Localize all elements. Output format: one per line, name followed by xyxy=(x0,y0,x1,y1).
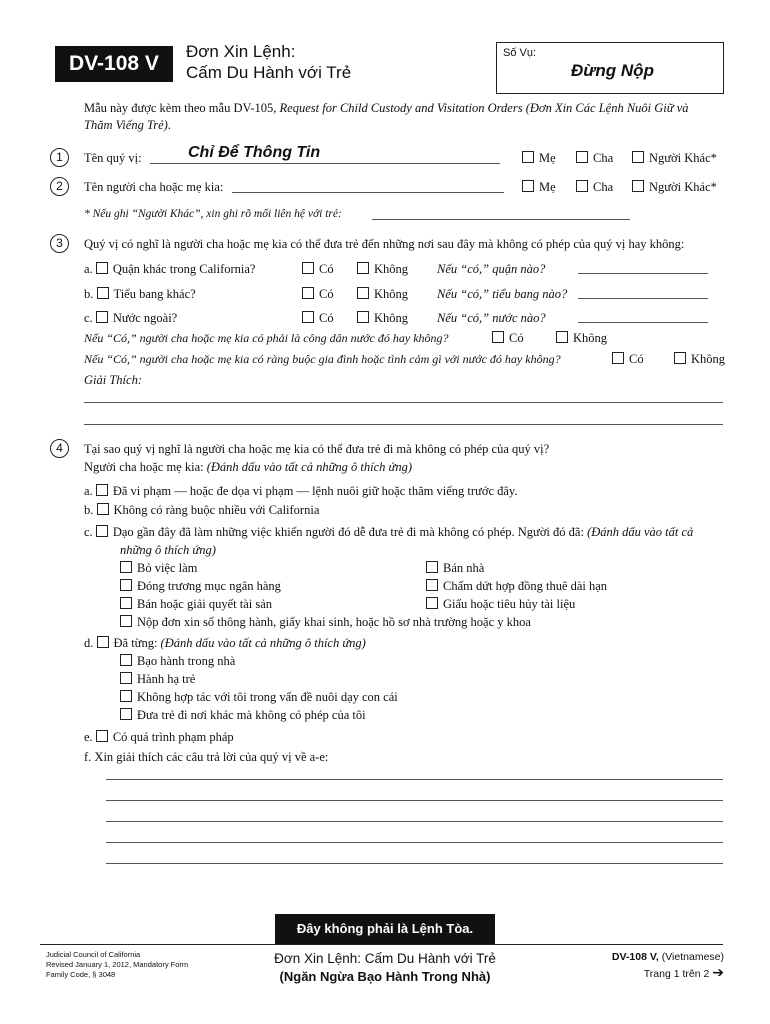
checkbox[interactable] xyxy=(120,579,132,591)
c-option-quit-job[interactable]: Bỏ việc làm xyxy=(120,561,197,576)
item4-d: d. Đã từng: (Đánh dấu vào tất cả những ô thích ứng) xyxy=(84,636,366,650)
item3-question: Quý vị có nghĩ là người cha hoặc mẹ kia có thể đưa trẻ đến những nơi sau đây mà không có phép của quý vị hay không: xyxy=(84,237,685,251)
row-a-followup: Nếu “có,” quận nào? xyxy=(437,262,546,276)
explain-line-2[interactable] xyxy=(84,424,723,425)
c-option-sold-assets[interactable]: Bán hoặc giải quyết tài sản xyxy=(120,597,272,612)
case-number-box[interactable] xyxy=(496,42,724,94)
your-name-value: Chỉ Để Thông Tin xyxy=(188,144,321,161)
item2-mother-option[interactable]: Mẹ xyxy=(522,180,556,195)
item2-father-option[interactable]: Cha xyxy=(576,180,613,195)
form-title-line1: Đơn Xin Lệnh: xyxy=(186,42,296,61)
row-c-answer-field[interactable] xyxy=(578,322,708,323)
item-4-number: 4 xyxy=(50,439,69,458)
arrow-right-icon: ➔ xyxy=(712,964,724,980)
item-2-number: 2 xyxy=(50,177,69,196)
checkbox[interactable] xyxy=(492,331,504,343)
not-court-order-notice: Đây không phải là Lệnh Tòa. xyxy=(275,914,495,944)
item-3-number: 3 xyxy=(50,234,69,253)
f-line-2[interactable] xyxy=(106,800,723,801)
checkbox[interactable] xyxy=(612,352,624,364)
other-parent-name-field[interactable] xyxy=(232,192,504,193)
intro-line1: Mẫu này được kèm theo mẫu DV-105, Request for Child Custody and Visitation Orders (Đơn Xin Các Lệnh Nuôi Giữ và xyxy=(84,101,689,115)
row-a-yes[interactable]: Có xyxy=(302,262,334,277)
checkbox[interactable] xyxy=(302,311,314,323)
item2-other-option[interactable]: Người Khác* xyxy=(632,180,717,195)
row-c-followup: Nếu “có,” nước nào? xyxy=(437,311,546,325)
row-b-answer-field[interactable] xyxy=(578,298,708,299)
checkbox[interactable] xyxy=(426,597,438,609)
row-c-no[interactable]: Không xyxy=(357,311,408,326)
checkbox[interactable] xyxy=(97,287,109,299)
ties-question: Nếu “Có,” người cha hoặc mẹ kia có ràng buộc gia đình hoặc tình cảm gì với nước đó hay không? xyxy=(84,352,561,366)
f-line-4[interactable] xyxy=(106,842,723,843)
footer-left: Judicial Council of California Revised January 1, 2012, Mandatory Form Family Code, § 3048 xyxy=(46,950,189,979)
ties-no[interactable]: Không xyxy=(674,352,725,367)
item3-row-c: c. Nước ngoài? xyxy=(84,311,178,325)
item3-row-b: b. Tiểu bang khác? xyxy=(84,287,196,301)
checkbox[interactable] xyxy=(357,311,369,323)
checkbox[interactable] xyxy=(522,151,534,163)
d-option-domestic-violence[interactable]: Bạo hành trong nhà xyxy=(120,654,235,669)
c-option-ended-lease[interactable]: Chấm dứt hợp đồng thuê dài hạn xyxy=(426,579,607,594)
case-number-label: Số Vụ: xyxy=(503,47,537,59)
footer-center: Đơn Xin Lệnh: Cấm Du Hành với Trẻ (Ngăn Ngừa Bạo Hành Trong Nhà) xyxy=(274,951,496,984)
checkbox[interactable] xyxy=(632,180,644,192)
checkbox[interactable] xyxy=(96,484,108,496)
your-name-label: Tên quý vị: xyxy=(84,151,142,165)
row-b-yes[interactable]: Có xyxy=(302,287,334,302)
d-option-not-cooperated[interactable]: Không hợp tác với tôi trong vấn đề nuôi dạy con cái xyxy=(120,690,398,705)
other-relationship-field[interactable] xyxy=(372,219,630,220)
item4-question: Tại sao quý vị nghĩ là người cha hoặc mẹ kia có thể đưa trẻ đi mà không có phép của quý vị? xyxy=(84,442,550,456)
checkbox[interactable] xyxy=(120,708,132,720)
footer-right: DV-108 V, (Vietnamese) Trang 1 trên 2 ➔ xyxy=(611,951,724,980)
c-option-hid-documents[interactable]: Giấu hoặc tiêu hủy tài liệu xyxy=(426,597,575,612)
item1-mother-option[interactable]: Mẹ xyxy=(522,151,556,166)
form-id: DV-108 V xyxy=(55,46,173,82)
checkbox[interactable] xyxy=(96,262,108,274)
your-name-field[interactable] xyxy=(150,163,500,164)
c-option-sold-home[interactable]: Bán nhà xyxy=(426,561,484,576)
row-c-yes[interactable]: Có xyxy=(302,311,334,326)
f-line-1[interactable] xyxy=(106,779,723,780)
intro-line2: Thăm Viếng Trẻ). xyxy=(84,118,171,132)
checkbox[interactable] xyxy=(120,615,132,627)
checkbox[interactable] xyxy=(96,525,108,537)
checkbox[interactable] xyxy=(302,262,314,274)
row-a-answer-field[interactable] xyxy=(578,273,708,274)
checkbox[interactable] xyxy=(120,597,132,609)
checkbox[interactable] xyxy=(632,151,644,163)
item4-f: f. Xin giải thích các câu trả lời của quý vị về a-e: xyxy=(84,750,329,764)
item4-subtitle: Người cha hoặc mẹ kia: (Đánh dấu vào tất cả những ô thích ứng) xyxy=(84,460,412,474)
checkbox[interactable] xyxy=(674,352,686,364)
row-a-no[interactable]: Không xyxy=(357,262,408,277)
item4-c-note: những ô thích ứng) xyxy=(120,543,216,557)
checkbox[interactable] xyxy=(576,180,588,192)
d-option-taken-child[interactable]: Đưa trẻ đi nơi khác mà không có phép của tôi xyxy=(120,708,366,723)
item4-b: b. Không có ràng buộc nhiều với California xyxy=(84,503,320,517)
checkbox[interactable] xyxy=(120,654,132,666)
row-b-followup: Nếu “có,” tiểu bang nào? xyxy=(437,287,568,301)
checkbox[interactable] xyxy=(97,503,109,515)
citizen-no[interactable]: Không xyxy=(556,331,607,346)
item3-row-a: a. Quận khác trong California? xyxy=(84,262,256,276)
other-relationship-label: * Nếu ghi “Người Khác”, xin ghi rõ mối liên hệ với trẻ: xyxy=(84,208,342,220)
f-line-3[interactable] xyxy=(106,821,723,822)
item4-e: e. Có quá trình phạm pháp xyxy=(84,730,234,744)
checkbox[interactable] xyxy=(357,287,369,299)
item1-father-option[interactable]: Cha xyxy=(576,151,613,166)
checkbox[interactable] xyxy=(96,730,108,742)
item1-other-option[interactable]: Người Khác* xyxy=(632,151,717,166)
d-option-child-abuse[interactable]: Hành hạ trẻ xyxy=(120,672,195,687)
explain-label: Giải Thích: xyxy=(84,373,142,387)
form-title-line2: Cấm Du Hành với Trẻ xyxy=(186,63,352,82)
item-1-number: 1 xyxy=(50,148,69,167)
row-b-no[interactable]: Không xyxy=(357,287,408,302)
checkbox[interactable] xyxy=(576,151,588,163)
do-not-file-stamp: Đừng Nộp xyxy=(571,61,654,80)
citizen-yes[interactable]: Có xyxy=(492,331,524,346)
f-line-5[interactable] xyxy=(106,863,723,864)
other-parent-label: Tên người cha hoặc mẹ kia: xyxy=(84,180,224,194)
item4-c: c. Dạo gần đây đã làm những việc khiến người đó dễ đưa trẻ đi mà không có phép. Người đó đã: (Đánh dấu vào tất cả xyxy=(84,525,694,539)
checkbox[interactable] xyxy=(97,636,109,648)
checkbox[interactable] xyxy=(426,579,438,591)
checkbox[interactable] xyxy=(426,561,438,573)
c-option-closed-account[interactable]: Đóng trương mục ngân hàng xyxy=(120,579,281,594)
checkbox[interactable] xyxy=(120,690,132,702)
checkbox[interactable] xyxy=(96,311,108,323)
explain-line-1[interactable] xyxy=(84,402,723,403)
citizen-question: Nếu “Có,” người cha hoặc mẹ kia có phải là công dân nước đó hay không? xyxy=(84,331,449,345)
c-option-applied-passport[interactable]: Nộp đơn xin sổ thông hành, giấy khai sinh, hoặc hồ sơ nhà trường hoặc y khoa xyxy=(120,615,531,630)
checkbox[interactable] xyxy=(357,262,369,274)
checkbox[interactable] xyxy=(556,331,568,343)
footer-divider xyxy=(40,944,723,945)
item4-a: a. Đã vi phạm — hoặc đe dọa vi phạm — lệnh nuôi giữ hoặc thăm viếng trước đây. xyxy=(84,484,518,498)
checkbox[interactable] xyxy=(120,672,132,684)
ties-yes[interactable]: Có xyxy=(612,352,644,367)
checkbox[interactable] xyxy=(302,287,314,299)
checkbox[interactable] xyxy=(522,180,534,192)
checkbox[interactable] xyxy=(120,561,132,573)
